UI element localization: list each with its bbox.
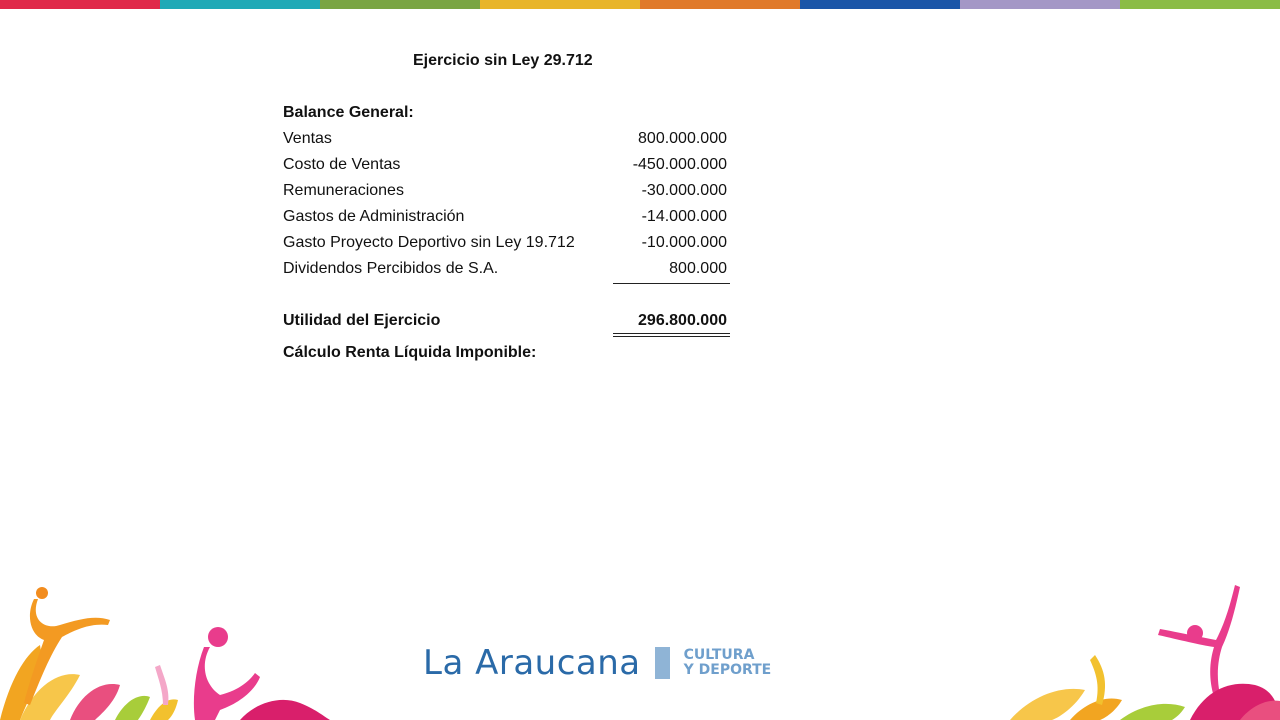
row-label: Costo de Ventas (283, 156, 401, 173)
logo-subtitle-line: CULTURA (683, 646, 755, 663)
color-stripe (800, 0, 960, 9)
splash-shapes (1010, 585, 1280, 720)
color-stripe (320, 0, 480, 9)
row-label: Remuneraciones (283, 182, 404, 199)
balance-row (283, 205, 730, 229)
logo-divider (655, 647, 670, 679)
logo-subtitle-line: Y DEPORTE (683, 661, 772, 678)
renta-liquida-heading: Cálculo Renta Líquida Imponible: (283, 344, 537, 361)
row-amount: 800.000.000 (638, 130, 727, 147)
total-label: Utilidad del Ejercicio (283, 312, 441, 329)
balance-heading: Balance General: (283, 104, 414, 121)
la-araucana-logo (423, 640, 771, 685)
color-stripe (1120, 0, 1280, 9)
total-row (283, 309, 730, 333)
logo-subtitle (684, 648, 772, 678)
logo-name: La Araucana (423, 642, 641, 683)
color-stripe (960, 0, 1120, 9)
balance-row (283, 179, 730, 203)
top-color-bar (0, 0, 1280, 9)
page-title: Ejercicio sin Ley 29.712 (413, 52, 593, 69)
dancers-illustration-right (990, 585, 1280, 720)
color-stripe (0, 0, 160, 9)
splash-shapes (0, 587, 330, 720)
row-amount: 800.000 (669, 260, 727, 277)
color-stripe (640, 0, 800, 9)
color-stripe (480, 0, 640, 9)
row-amount: -14.000.000 (641, 208, 727, 225)
row-amount: -10.000.000 (641, 234, 727, 251)
balance-row (283, 127, 730, 151)
balance-row (283, 153, 730, 177)
row-label: Gastos de Administración (283, 208, 465, 225)
row-amount: -450.000.000 (632, 156, 727, 173)
row-label: Gasto Proyecto Deportivo sin Ley 19.712 (283, 234, 575, 251)
row-label: Dividendos Percibidos de S.A. (283, 260, 499, 277)
row-label: Ventas (283, 130, 332, 147)
color-stripe (160, 0, 320, 9)
total-double-underline (613, 333, 730, 337)
balance-row (283, 257, 730, 281)
balance-row (283, 231, 730, 255)
total-amount: 296.800.000 (638, 312, 727, 329)
row-amount: -30.000.000 (641, 182, 727, 199)
dancers-illustration-left (0, 585, 330, 720)
subtotal-underline (613, 283, 730, 284)
